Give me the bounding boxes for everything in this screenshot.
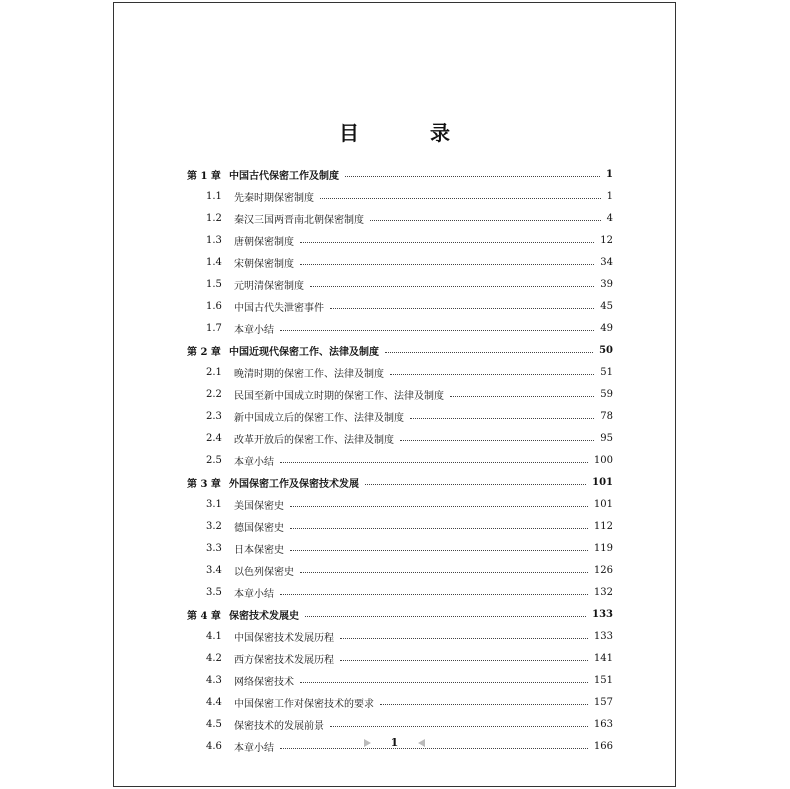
- dot-leader: [345, 176, 600, 177]
- entry-number: 第 3 章: [187, 478, 221, 490]
- entry-title: 中国保密工作对保密技术的要求: [234, 698, 374, 710]
- toc-section-entry[interactable]: [187, 207, 613, 229]
- entry-title: 以色列保密史: [234, 566, 294, 578]
- entry-title: 民国至新中国成立时期的保密工作、法律及制度: [234, 390, 444, 402]
- entry-number: 第 1 章: [187, 170, 221, 182]
- dot-leader: [290, 528, 588, 529]
- dot-leader: [370, 220, 601, 221]
- entry-number: 2.4: [206, 432, 222, 444]
- entry-number: 第 4 章: [187, 610, 221, 622]
- entry-number: 1.2: [206, 212, 222, 224]
- left-arrow-icon: [364, 739, 371, 747]
- entry-title: 中国近现代保密工作、法律及制度: [229, 346, 379, 358]
- entry-page-number: 126: [593, 564, 613, 576]
- dot-leader: [340, 660, 588, 661]
- entry-page-number: 141: [593, 652, 613, 664]
- dot-leader: [410, 418, 594, 419]
- toc-section-entry[interactable]: [187, 449, 613, 471]
- page-footer: [114, 736, 675, 749]
- entry-title: 保密技术发展史: [229, 610, 299, 622]
- entry-number: 2.5: [206, 454, 222, 466]
- entry-number: 3.3: [206, 542, 222, 554]
- entry-page-number: 49: [600, 322, 613, 334]
- entry-number: 3.5: [206, 586, 222, 598]
- toc-section-entry[interactable]: [187, 295, 613, 317]
- dot-leader: [400, 440, 594, 441]
- entry-title: 本章小结: [234, 456, 274, 468]
- toc-section-entry[interactable]: [187, 317, 613, 339]
- dot-leader: [305, 616, 586, 617]
- toc-section-entry[interactable]: [187, 515, 613, 537]
- dot-leader: [280, 330, 594, 331]
- dot-leader: [450, 396, 594, 397]
- entry-page-number: 50: [599, 344, 613, 356]
- dot-leader: [320, 198, 601, 199]
- page-number: 1: [390, 736, 399, 749]
- dot-leader: [385, 352, 593, 353]
- entry-number: 1.6: [206, 300, 222, 312]
- entry-number: 2.2: [206, 388, 222, 400]
- dot-leader: [365, 484, 586, 485]
- entry-number: 2.1: [206, 366, 222, 378]
- dot-leader: [330, 308, 594, 309]
- toc-section-entry[interactable]: [187, 669, 613, 691]
- dot-leader: [280, 462, 588, 463]
- entry-page-number: 100: [593, 454, 613, 466]
- entry-title: 德国保密史: [234, 522, 284, 534]
- entry-title: 秦汉三国两晋南北朝保密制度: [234, 214, 364, 226]
- entry-title: 改革开放后的保密工作、法律及制度: [234, 434, 394, 446]
- toc-section-entry[interactable]: [187, 229, 613, 251]
- toc-section-entry[interactable]: [187, 185, 613, 207]
- entry-number: 3.4: [206, 564, 222, 576]
- entry-title: 晚清时期的保密工作、法律及制度: [234, 368, 384, 380]
- entry-page-number: 78: [600, 410, 613, 422]
- dot-leader: [290, 550, 588, 551]
- entry-page-number: 4: [606, 212, 613, 224]
- toc-section-entry[interactable]: [187, 273, 613, 295]
- toc-section-entry[interactable]: [187, 361, 613, 383]
- entry-page-number: 166: [593, 740, 613, 752]
- toc-chapter-entry[interactable]: [187, 163, 613, 185]
- entry-page-number: 112: [593, 520, 613, 532]
- dot-leader: [310, 286, 594, 287]
- entry-page-number: 119: [593, 542, 613, 554]
- entry-number: 1.1: [206, 190, 222, 202]
- toc-section-entry[interactable]: [187, 405, 613, 427]
- toc-section-entry[interactable]: [187, 625, 613, 647]
- entry-number: 4.5: [206, 718, 222, 730]
- entry-page-number: 163: [593, 718, 613, 730]
- entry-number: 1.3: [206, 234, 222, 246]
- entry-number: 4.6: [206, 740, 222, 752]
- toc-section-entry[interactable]: [187, 647, 613, 669]
- entry-title: 日本保密史: [234, 544, 284, 556]
- entry-page-number: 151: [593, 674, 613, 686]
- entry-number: 1.4: [206, 256, 222, 268]
- dot-leader: [300, 242, 594, 243]
- entry-title: 本章小结: [234, 742, 274, 754]
- entry-title: 中国古代保密工作及制度: [229, 170, 339, 182]
- entry-title: 宋朝保密制度: [234, 258, 294, 270]
- entry-page-number: 101: [592, 476, 613, 488]
- entry-number: 2.3: [206, 410, 222, 422]
- dot-leader: [300, 682, 588, 683]
- dot-leader: [390, 374, 594, 375]
- entry-number: 1.5: [206, 278, 222, 290]
- toc-section-entry[interactable]: [187, 581, 613, 603]
- entry-number: 4.1: [206, 630, 222, 642]
- entry-page-number: 45: [600, 300, 613, 312]
- dot-leader: [300, 572, 588, 573]
- entry-title: 本章小结: [234, 324, 274, 336]
- entry-page-number: 133: [593, 630, 613, 642]
- toc-section-entry[interactable]: [187, 427, 613, 449]
- entry-title: 外国保密工作及保密技术发展: [229, 478, 359, 490]
- entry-page-number: 132: [593, 586, 613, 598]
- entry-title: 本章小结: [234, 588, 274, 600]
- toc-chapter-entry[interactable]: [187, 603, 613, 625]
- entry-page-number: 34: [600, 256, 613, 268]
- entry-number: 4.3: [206, 674, 222, 686]
- dot-leader: [340, 638, 588, 639]
- entry-number: 1.7: [206, 322, 222, 334]
- entry-number: 4.2: [206, 652, 222, 664]
- entry-page-number: 95: [600, 432, 613, 444]
- entry-title: 先秦时期保密制度: [234, 192, 314, 204]
- entry-number: 3.1: [206, 498, 222, 510]
- toc-chapter-entry[interactable]: [187, 339, 613, 361]
- toc-section-entry[interactable]: [187, 537, 613, 559]
- toc-section-entry[interactable]: [187, 559, 613, 581]
- entry-title: 保密技术的发展前景: [234, 720, 324, 732]
- entry-page-number: 157: [593, 696, 613, 708]
- document-page: [113, 2, 676, 787]
- toc-section-entry[interactable]: [187, 383, 613, 405]
- dot-leader: [380, 704, 588, 705]
- entry-title: 唐朝保密制度: [234, 236, 294, 248]
- entry-title: 中国保密技术发展历程: [234, 632, 334, 644]
- dot-leader: [330, 726, 588, 727]
- entry-page-number: 12: [600, 234, 613, 246]
- entry-title: 元明清保密制度: [234, 280, 304, 292]
- entry-title: 网络保密技术: [234, 676, 294, 688]
- toc-section-entry[interactable]: [187, 713, 613, 735]
- entry-title: 美国保密史: [234, 500, 284, 512]
- toc-section-entry[interactable]: [187, 691, 613, 713]
- toc-chapter-entry[interactable]: [187, 471, 613, 493]
- page-title: 目 录: [339, 121, 482, 145]
- entry-page-number: 133: [592, 608, 613, 620]
- dot-leader: [280, 594, 588, 595]
- toc-section-entry[interactable]: [187, 493, 613, 515]
- entry-page-number: 59: [600, 388, 613, 400]
- toc-section-entry[interactable]: [187, 251, 613, 273]
- entry-title: 新中国成立后的保密工作、法律及制度: [234, 412, 404, 424]
- entry-title: 中国古代失泄密事件: [234, 302, 324, 314]
- table-of-contents: [187, 163, 613, 757]
- entry-page-number: 1: [606, 190, 613, 202]
- entry-page-number: 101: [593, 498, 613, 510]
- entry-number: 3.2: [206, 520, 222, 532]
- dot-leader: [290, 506, 588, 507]
- entry-page-number: 39: [600, 278, 613, 290]
- right-arrow-icon: [418, 739, 425, 747]
- entry-page-number: 51: [600, 366, 613, 378]
- entry-title: 西方保密技术发展历程: [234, 654, 334, 666]
- entry-page-number: 1: [606, 168, 613, 180]
- entry-number: 第 2 章: [187, 346, 221, 358]
- entry-number: 4.4: [206, 696, 222, 708]
- dot-leader: [300, 264, 594, 265]
